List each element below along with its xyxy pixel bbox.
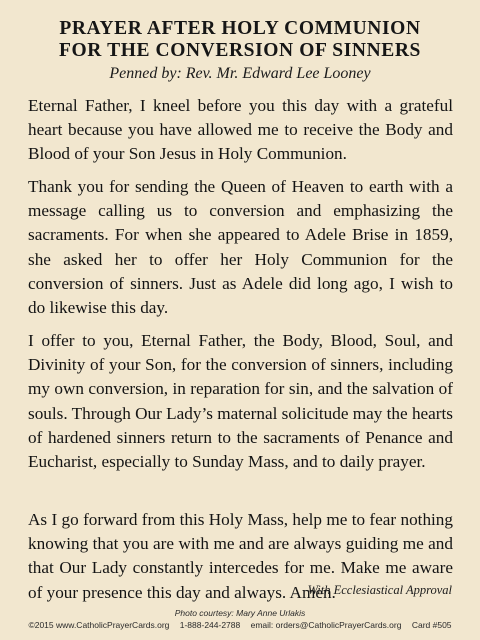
- footer-card-number: Card #505: [411, 620, 452, 630]
- ecclesiastical-approval: With Ecclesiastical Approval: [307, 583, 452, 597]
- prayer-paragraph-4: As I go forward from this Holy Mass, help me to fear nothing knowing that you are with me and are always guiding me and that Our Lady constantly intercedes for me. Make me aware of your presence this day and always. Amen.: [28, 510, 453, 602]
- prayer-paragraph-2: Thank you for sending the Queen of Heaven to earth with a message calling us to conversion and emphasizing the sacraments. For when she appeared to Adele Brise in 1859, she asked her to offer her Holy Communion for the conversion of sinners. Just as Adele did long ago, I wish to do likewise this day.: [28, 177, 453, 318]
- card-footer: [0, 620, 480, 630]
- prayer-paragraph-1: Eternal Father, I kneel before you this day with a grateful heart because you have allowed me to receive the Body and Blood of your Son Jesus in Holy Communion.: [28, 96, 453, 164]
- card-title-line-2: FOR THE CONVERSION OF SINNERS: [59, 40, 421, 61]
- footer-copyright: ©2015 www.CatholicPrayerCards.org: [28, 620, 170, 630]
- card-title-line-1: PRAYER AFTER HOLY COMMUNION: [59, 18, 421, 39]
- footer-phone: 1-888-244-2788: [179, 620, 241, 630]
- prayer-paragraph-3: I offer to you, Eternal Father, the Body, Blood, Soul, and Divinity of your Son, for the conversion of sinners, including my own conversion, in reparation for sin, and the salvation of souls. Through Our Lady’s maternal solicitude may the hearts of hardened sinners return to the sacraments of Penance and Eucharist, especially to Sunday Mass, and to daily prayer.: [28, 331, 453, 472]
- photo-credit: Photo courtesy: Mary Anne Urlakis: [174, 608, 306, 618]
- footer-email: email: orders@CatholicPrayerCards.org: [250, 620, 402, 630]
- author-credit: Penned by: Rev. Mr. Edward Lee Looney: [109, 65, 371, 82]
